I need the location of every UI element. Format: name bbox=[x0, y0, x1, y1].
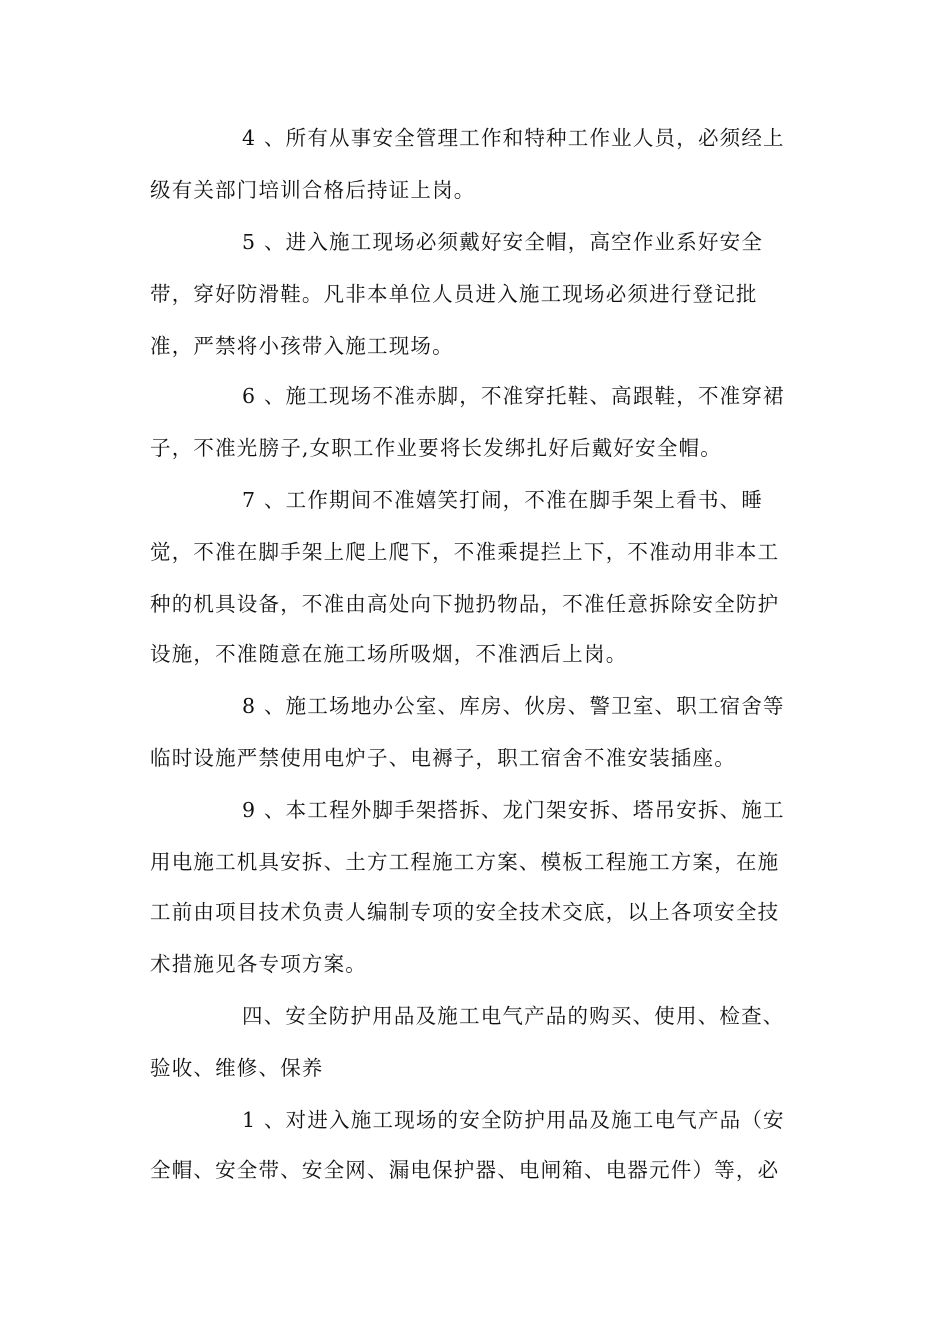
paragraph-5-line-3: 准，严禁将小孩带入施工现场。 bbox=[150, 334, 454, 358]
paragraph-4-line-1: 4 、所有从事安全管理工作和特种工作业人员，必须经上 bbox=[242, 126, 785, 150]
paragraph-9-line-2: 用电施工机具安拆、土方工程施工方案、模板工程施工方案，在施 bbox=[150, 850, 780, 874]
section-4-heading-line-2: 验收、维修、保养 bbox=[150, 1056, 324, 1080]
paragraph-8-line-1: 8 、施工场地办公室、库房、伙房、警卫室、职工宿舍等 bbox=[242, 694, 785, 718]
paragraph-7-line-2: 觉，不准在脚手架上爬上爬下，不准乘提拦上下，不准动用非本工 bbox=[150, 540, 780, 564]
paragraph-6-line-1: 6 、施工现场不准赤脚，不准穿托鞋、高跟鞋，不准穿裙 bbox=[242, 384, 785, 408]
section-4-item-1-line-1: 1 、对进入施工现场的安全防护用品及施工电气产品（安 bbox=[242, 1108, 785, 1132]
paragraph-7-line-4: 设施，不准随意在施工场所吸烟，不准洒后上岗。 bbox=[150, 642, 628, 666]
section-4-item-1-line-2: 全帽、安全带、安全网、漏电保护器、电闸箱、电器元件）等，必 bbox=[150, 1158, 780, 1182]
paragraph-6-line-2: 子，不准光膀子,女职工作业要将长发绑扎好后戴好安全帽。 bbox=[150, 436, 722, 460]
paragraph-9-line-1: 9 、本工程外脚手架搭拆、龙门架安拆、塔吊安拆、施工 bbox=[242, 798, 785, 822]
paragraph-5-line-1: 5 、进入施工现场必须戴好安全帽，高空作业系好安全 bbox=[242, 230, 764, 254]
paragraph-9-line-4: 术措施见各专项方案。 bbox=[150, 952, 367, 976]
paragraph-5-line-2: 带，穿好防滑鞋。凡非本单位人员进入施工现场必须进行登记批 bbox=[150, 282, 758, 306]
paragraph-8-line-2: 临时设施严禁使用电炉子、电褥子，职工宿舍不准安装插座。 bbox=[150, 746, 736, 770]
section-4-heading-line-1: 四、安全防护用品及施工电气产品的购买、使用、检查、 bbox=[242, 1004, 785, 1028]
paragraph-4-line-2: 级有关部门培训合格后持证上岗。 bbox=[150, 178, 476, 202]
paragraph-9-line-3: 工前由项目技术负责人编制专项的安全技术交底，以上各项安全技 bbox=[150, 900, 780, 924]
paragraph-7-line-1: 7 、工作期间不准嬉笑打闹，不准在脚手架上看书、睡 bbox=[242, 488, 764, 512]
paragraph-7-line-3: 种的机具设备，不准由高处向下抛扔物品，不准任意拆除安全防护 bbox=[150, 592, 780, 616]
